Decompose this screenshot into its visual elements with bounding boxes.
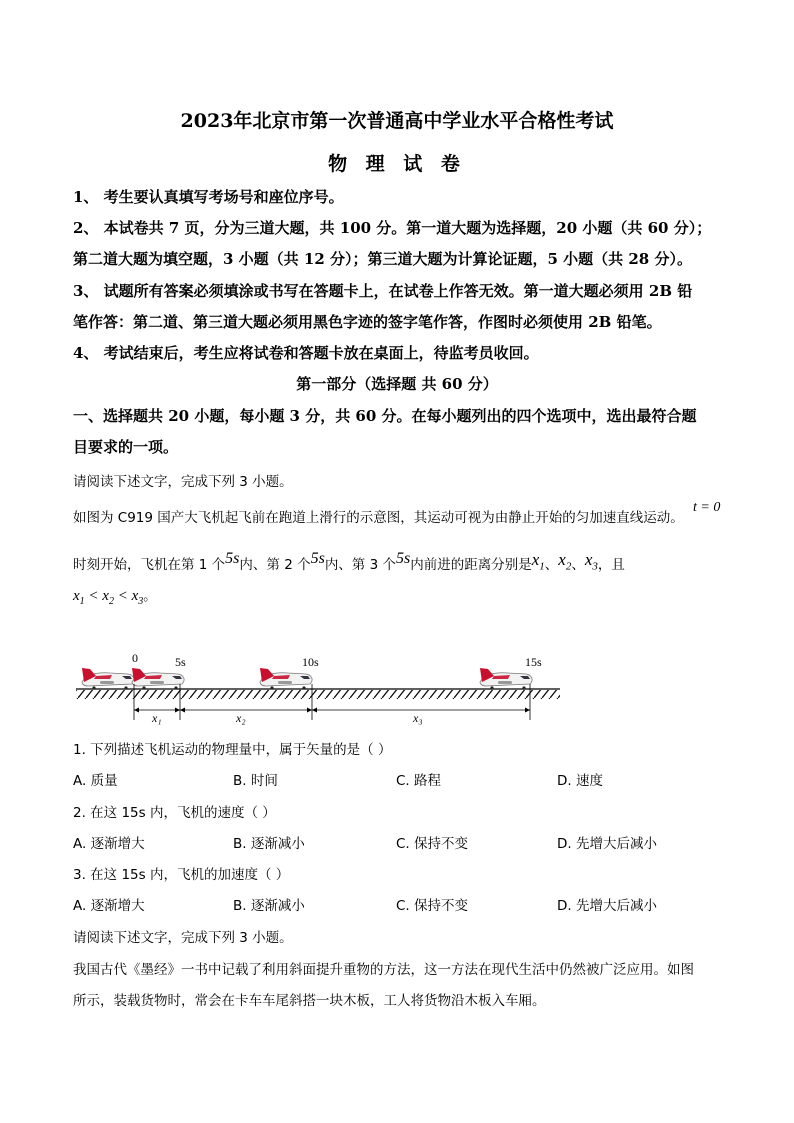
q1-option-b[interactable]: B. 时间	[233, 773, 278, 789]
segment-label-x3: x₃	[413, 711, 423, 725]
section-one-desc-cont: 目要求的一项。	[73, 438, 179, 456]
passage1-intro: 请阅读下述文字，完成下列 3 小题。	[73, 474, 293, 490]
q2-option-a[interactable]: A. 逐渐增大	[73, 836, 145, 852]
time-label-10s: 10s	[302, 655, 319, 669]
q1-option-c[interactable]: C. 路程	[396, 773, 442, 789]
segment-label-x2: x₂	[236, 711, 246, 725]
q1-option-d[interactable]: D. 速度	[557, 773, 603, 789]
question-3-stem: 3. 在这 15s 内，飞机的加速度（ ）	[73, 867, 290, 883]
plane-icon	[260, 668, 312, 690]
passage2-line1: 我国古代《墨经》一书中记载了利用斜面提升重物的方法，这一方法在现代生活中仍然被广泛应用。如图	[73, 962, 694, 978]
q3-option-d[interactable]: D. 先增大后减小	[557, 898, 657, 914]
runway-hatch	[76, 690, 560, 699]
instruction-2-cont: 第二道大题为填空题，3 小题（共 12 分）；第三道大题为计算论证题，5 小题（共 28 分）。	[73, 250, 692, 268]
inequality: $x_1 < x_2 < x_3$。	[73, 588, 157, 607]
instruction-1: 1、 考生要认真填写考场号和座位序号。	[73, 188, 344, 206]
passage1-line1: 如图为 C919 国产大飞机起飞前在跑道上滑行的示意图，其运动可视为由静止开始的匀加速直线运动。	[73, 510, 684, 526]
part-one-heading: 第一部分（选择题 共 60 分）	[296, 375, 498, 393]
q2-option-b[interactable]: B. 逐渐减小	[233, 836, 305, 852]
plane-icon	[82, 668, 134, 690]
q2-option-c[interactable]: C. 保持不变	[396, 836, 469, 852]
instruction-2: 2、 本试卷共 7 页，分为三道大题，共 100 分。第一道大题为选择题，20 小题（共 60 分）；	[73, 219, 712, 237]
question-2-stem: 2. 在这 15s 内，飞机的速度（ ）	[73, 805, 276, 821]
instruction-3: 3、 试题所有答案必须填涂或书写在答题卡上，在试卷上作答无效。第一道大题必须用 2B 铅	[73, 282, 693, 300]
q3-option-a[interactable]: A. 逐渐增大	[73, 898, 145, 914]
passage2-intro: 请阅读下述文字，完成下列 3 小题。	[73, 930, 293, 946]
exam-subtitle: 物 理 试 卷	[328, 153, 466, 175]
time-label-5s: 5s	[175, 655, 186, 669]
t-equals-zero: t = 0	[693, 500, 721, 515]
time-label-15s: 15s	[525, 655, 542, 669]
plane-icon	[480, 668, 532, 690]
q1-option-a[interactable]: A. 质量	[73, 773, 118, 789]
instruction-3-cont: 笔作答：第二道、第三道大题必须用黑色字迹的签字笔作答，作图时必须使用 2B 铅笔。	[73, 313, 662, 331]
question-1-stem: 1. 下列描述飞机运动的物理量中，属于矢量的是（ ）	[73, 742, 392, 758]
q2-option-d[interactable]: D. 先增大后减小	[557, 836, 657, 852]
segment-label-x1: x₁	[152, 711, 162, 725]
section-one-desc: 一、选择题共 20 小题，每小题 3 分，共 60 分。在每小题列出的四个选项中，选出最符合题	[73, 407, 697, 425]
time-label-0: 0	[132, 651, 138, 665]
exam-title: 2023年北京市第一次普通高中学业水平合格性考试	[180, 110, 614, 132]
q3-option-c[interactable]: C. 保持不变	[396, 898, 469, 914]
passage1-line2: 时刻开始，飞机在第 1 个5s内、第 2 个5s内、第 3 个5s内前进的距离分别是$x_1$、$x_2$、$x_3$，且	[73, 550, 625, 573]
passage2-line2: 所示，装载货物时，常会在卡车车尾斜搭一块木板，工人将货物沿木板入车厢。	[73, 993, 546, 1009]
instruction-4: 4、 考试结束后，考生应将试卷和答题卡放在桌面上，待监考员收回。	[73, 344, 539, 362]
q3-option-b[interactable]: B. 逐渐减小	[233, 898, 305, 914]
runway-figure	[70, 648, 570, 728]
plane-icon	[132, 668, 184, 690]
